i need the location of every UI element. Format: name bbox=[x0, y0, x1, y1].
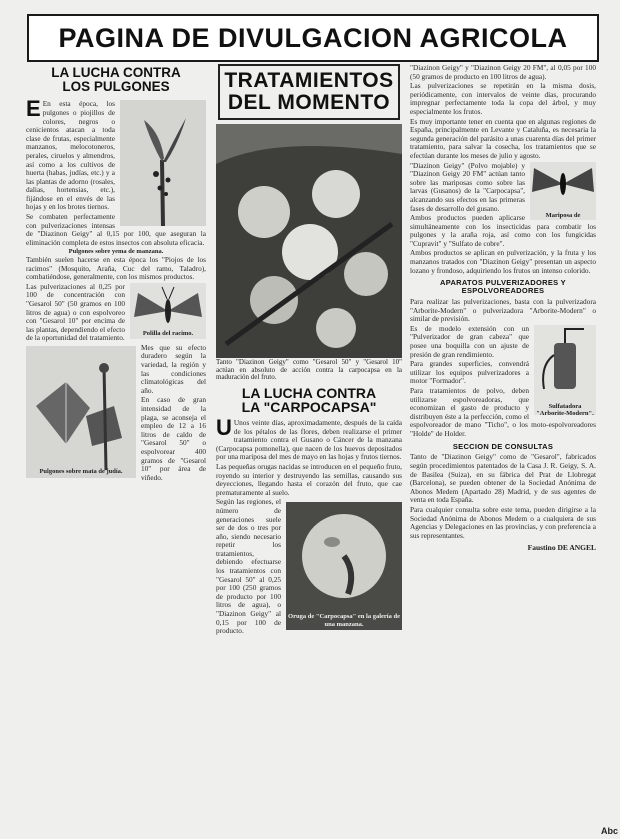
author-signature: Faustino DE ANGEL bbox=[527, 543, 596, 553]
carpocapsa-moth-caption: Mariposa de bbox=[545, 211, 581, 219]
larva-caption: Oruga de "Carpocapsa" en la galería de una manzana. bbox=[288, 613, 400, 628]
aphid-bud-photo bbox=[120, 100, 206, 226]
apple-tree-photo bbox=[216, 124, 402, 358]
pulgones-heading: LA LUCHA CONTRA LOS PULGONES bbox=[51, 65, 181, 95]
masthead bbox=[27, 14, 599, 62]
column-tratamientos: TRATAMIENTOS DEL MOMENTO Tanto "Diazinon Geigy" como "Gesarol 50" y "Gesarol 10" actúan en absoluto de acción contra la carpocapsa en la maduración del fruto. LA LUCHA CONTRA LA "CARPOCAPSA" U Unos veinte días, aproximadamente, después de la caída de los pétalos de las flores, deben realizarse el primer tratamiento contra el Gusano o Cáncer de la manzana (Carpocapsa pomonella), que nacen de los huevos depositados por una mariposa del mes de mayo en las hojas y frutos tiernos. Las pequeñas orugas nacidas se introducen en el pequeño fruto, royendo su interior y destruyendo las semillas, causando sus deyecciones, llegando hasta el corazón del fruto, que cae prematuramente al suelo. Oruga de "Carpocapsa" en la galería de una manzana. Según las regiones, el número de generaciones suele ser de dos o tres por año, siendo necesario repetir los tratamientos, debiendo efectuarse los tratamientos con "Gesarol 50" al 0,25 por 100 (250 gramos de producto por 100 litros de agua), o "Diazinon Geigy" al 0,15 por 100 de producto. bbox=[216, 64, 402, 637]
sprayer-caption: Sulfatadora "Arborite-Modern". bbox=[536, 402, 594, 415]
aphid-bean-photo bbox=[26, 346, 136, 478]
aparatos-heading: APARATOS PULVERIZADORES Y ESPOLVOREADORES bbox=[440, 278, 566, 296]
carpocapsa-heading: LA LUCHA CONTRA LA "CARPOCAPSA" bbox=[241, 384, 377, 416]
sprayer-illustration bbox=[534, 325, 596, 415]
apple-caption: Tanto "Diazinon Geigy" como "Gesarol 50" y "Gesarol 10" actúan en absoluto de acción contra la carpocapsa en la maduración del fruto. bbox=[216, 358, 402, 382]
column-pulgones: LA LUCHA CONTRA LOS PULGONES E En esta época, los pulgones o piojillos de colores, negros o cenicientos atacan a toda clase de frutas, especialmente manzanos, melocotoneros, perales, ciruelos y almendros, así como a los cultivos de huerta (habas, judías, etc.) y a las plantas de adorno (rosales, dalias, hortensias, etc.), fijándose en el envés de las hojas y en los brotes tiernos. Se combaten perfectamente con pulverizaciones intensas de "Diazinon Geigy" al 0,15 por 100, que aseguran la eliminación completa de estos insectos con absoluta eficacia. Pulgones sobre yema de manzana. También suelen hacerse en esta época los "Piojos de los racimos" (Mosquito, Araña, Cuc del ramo, Taladro), combatiéndose, generalmente, con los mismos productos. Polilla del racimo. Las pulverizaciones al 0,25 por 100 de concentración con "Gesarol 50" (50 gramos en 100 litros de agua) o con espolvoreo con "Gesarol 10" por encima de las plantas, dependiendo el efecto de la oportunidad del tratamiento. Pulgones sobre mata de judía. Mes que su efecto duradero según la variedad, la región y las condiciones climatológicas del año. En caso de gran intensidad de la plaga, se aconseja el empleo de 12 a 16 litros de caldo de "Gesarol 50" o espolvorear 400 gramos de "Gesarol 10" por área de viñedo. bbox=[26, 65, 206, 482]
photo2-caption: Pulgones sobre mata de judía. bbox=[39, 468, 123, 476]
moth-caption: Polilla del racimo. bbox=[142, 330, 194, 338]
moth-illustration bbox=[130, 283, 206, 339]
photo1-caption: Pulgones sobre yema de manzana. bbox=[68, 248, 164, 256]
publisher-mark: Abc bbox=[600, 826, 618, 836]
larva-apple-photo bbox=[286, 502, 402, 630]
tratamientos-heading: TRATAMIENTOS DEL MOMENTO bbox=[218, 64, 400, 120]
consultas-heading: SECCION DE CONSULTAS bbox=[452, 441, 554, 451]
carpocapsa-moth-illustration bbox=[530, 162, 596, 220]
page-title: PAGINA DE DIVULGACION AGRICOLA bbox=[58, 22, 568, 53]
column-consultas: "Diazinon Geigy" y "Diazinon Geigy 20 FM", al 0,05 por 100 (50 gramos de producto en 100 litros de agua). Las pulverizaciones se repetirán en la misma dosis, periódicamente, con intervalos de veinte días, procurando impregnar perfectamente toda la copa del árbol, y muy especialmente los frutos. Es muy importante tener en cuenta que en algunas regiones de España, principalmente en Levante y Cataluña, es necesaria la segunda generación del parásito a unas cuarenta días del primer tratamiento, para salvar la cosecha, los tratamientos que se efectúan durante los meses de julio y agosto. Mariposa de "Diazinon Geigy" (Polvo mojable) y "Diazinon Geigy 20 FM" actúan tanto sobre las mariposas como sobre las larvas (Gusanos) de la "Carpocapsa", alcanzando sus efectos en las primeras fases de desarrollo del gusano. Ambos productos pueden aplicarse simultáneamente con los insecticidas para combatir los pulgones y la araña roja, así como con los fungicidas "Cupravit" y "Sulfato de cobre". Ambos productos se aplican en pulverización, y la fruta y los manzanos tratados con "Diazinon Geigy" presentan un aspecto lozano y frondoso, adquiriendo los frutos un intenso colorido. APARATOS PULVERIZADORES Y ESPOLVOREADORES Para realizar las pulverizaciones, basta con la pulverizadora "Arborite-Modern" o pulverizadora "Arborite-Modern" o similar de previsión. Sulfatadora "Arborite-Modern". Es de modelo extensión con un "Pulverizador de gran cabeza" que posee una boquilla con un ajuste de presión de gran rendimiento. Para grandes superficies, convendrá utilizar los equipos pulverizadores a motor "Formador". Para tratamientos de polvo, deben utilizarse espolvoreadoras, que economizan el gasto de producto y distribuyen éste a la perfección, como el espolvoreador de mano "Ticho", o los moto-espolvoreadores "Holde" de Holder. SECCION DE CONSULTAS Tanto de "Diazinon Geigy" como de "Gesarol", fabricados según procedimientos patentados de la Casa J. R. Geigy, S. A. de Basilea (Suiza), en su fábrica del Prat de Llobregat (Barcelona), se pueden obtener de la Sociedad Anónima de Abonos Medem (Apartado 28) Madrid, y de sus agentes de venta en toda España. Para cualquier consulta sobre este tema, pueden dirigirse a la Sociedad Anónima de Abonos Medem o a cualquiera de sus Agencias y Delegaciones en las provincias, y con preferencia a sus representantes. Faustino DE ANGEL bbox=[410, 63, 596, 553]
